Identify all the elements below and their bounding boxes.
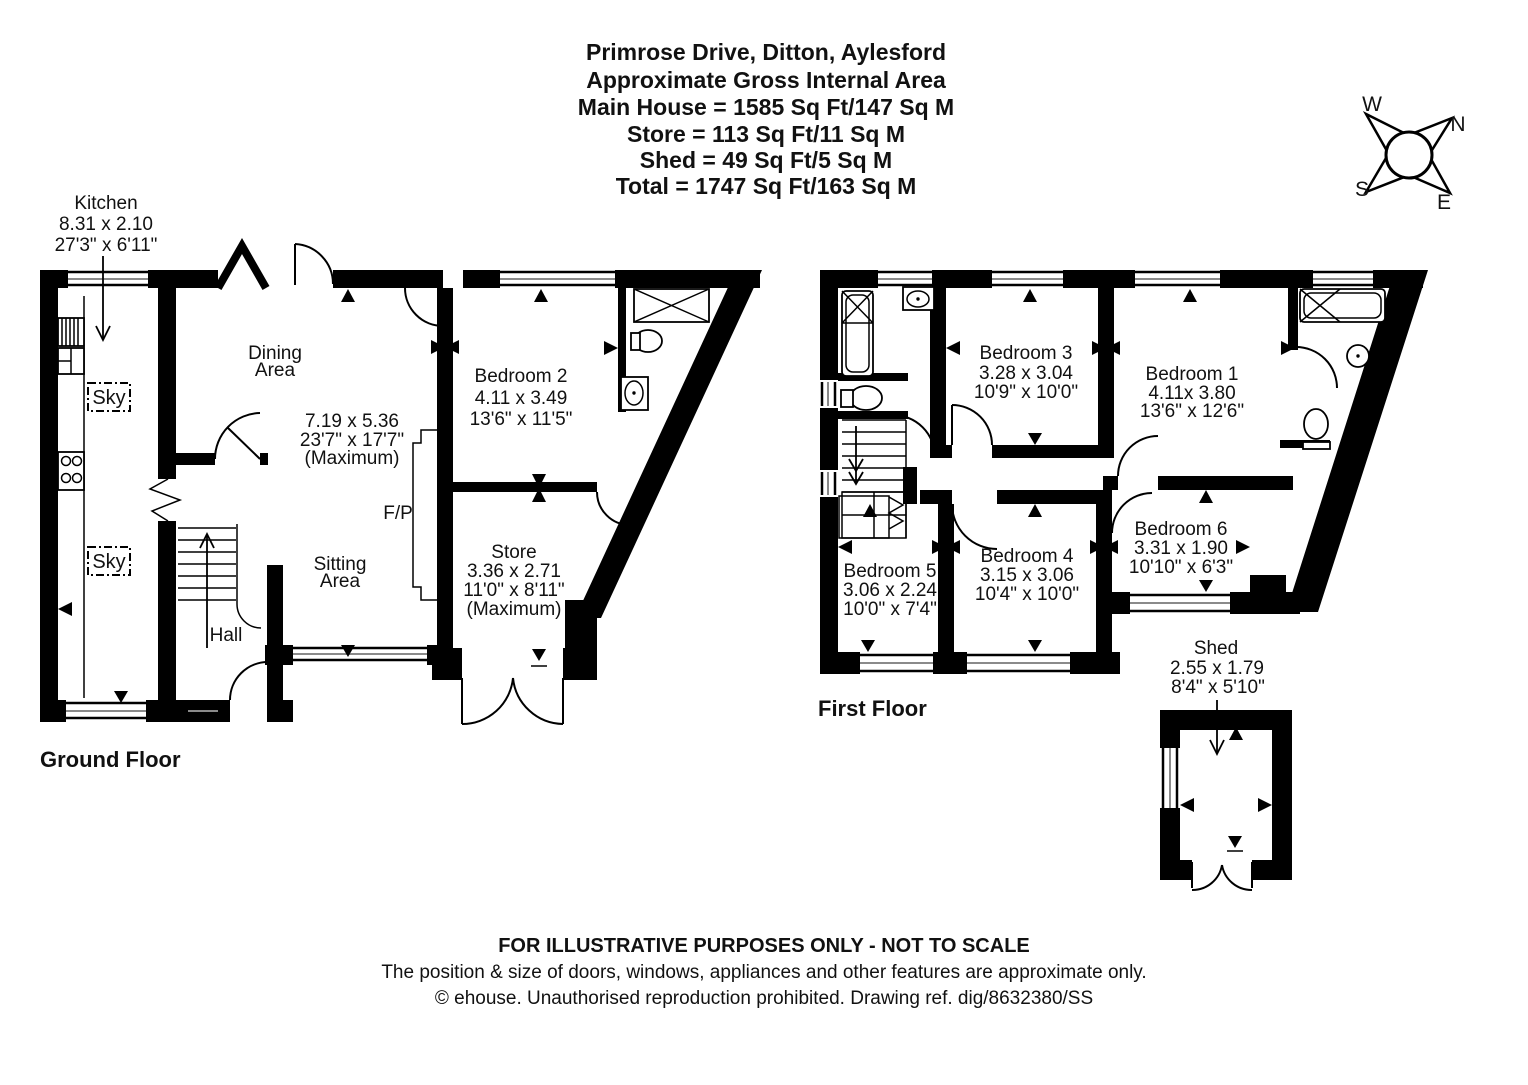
bedroom1-label: Bedroom 1 [1145,364,1239,385]
dining-area-label2: Area [254,360,296,381]
bedroom6-metric: 3.31 x 1.90 [1133,538,1229,559]
kitchen-imperial: 27'3" x 6'11" [54,235,158,256]
first-floor-stairs [842,420,906,538]
shed-labels [1170,638,1265,754]
arrow-marker [1028,640,1042,652]
store-imperial: 11'0" x 8'11" [463,580,565,601]
arrow-marker [1199,490,1213,503]
arrow-marker [861,640,875,652]
compass-circle [1386,132,1432,178]
bedroom6-imperial: 10'10" x 6'3" [1128,557,1234,578]
window-frame [66,272,615,718]
first-floor-title: First Floor [818,696,927,721]
title-address: Primrose Drive, Ditton, Aylesford [586,39,946,65]
toilet-cistern [841,390,853,407]
bedroom5-imperial: 10'0" x 7'4" [843,599,937,620]
arrow-marker [1258,798,1272,812]
toilet-icon [1304,409,1328,439]
compass-east-label: E [1436,191,1452,214]
compass-rose [1355,93,1466,214]
arrow-marker [1199,580,1213,592]
arrow-marker [532,649,546,661]
toilet-cistern [631,333,640,350]
footer-line3: © ehouse. Unauthorised reproduction prohibited. Drawing ref. dig/8632380/SS [434,988,1094,1009]
title-total-area: Total = 1747 Sq Ft/163 Sq M [615,173,917,199]
compass-south-label: S [1354,178,1370,201]
ground-measure-markers [58,289,618,703]
shed-metric: 2.55 x 1.79 [1169,658,1265,679]
arrow-marker [1236,540,1250,554]
front-door-arc [295,244,333,284]
shed-label: Shed [1193,638,1239,659]
ground-floor-plan [40,193,762,772]
bedroom2-metric: 4.11 x 3.49 [474,388,568,409]
fireplace-breast [413,430,437,600]
bedroom1-door-arc [1118,436,1158,476]
basin-drain [916,297,919,300]
kitchen-label: Kitchen [74,193,138,214]
store-metric: 3.36 x 2.71 [466,561,562,582]
porch-canopy [218,246,266,288]
wc-door-arc [893,415,935,457]
footer-line1: FOR ILLUSTRATIVE PURPOSES ONLY - NOT TO SCALE [498,935,1030,957]
bifold-door [889,497,903,529]
shed-plan [1160,638,1292,890]
compass-west-label: W [1362,93,1382,116]
store-label: Store [491,542,537,563]
bedroom4-imperial: 10'4" x 10'0" [974,584,1080,605]
bedroom2-label: Bedroom 2 [474,366,568,387]
toilet-base [1303,442,1330,449]
bedroom5-metric: 3.06 x 2.24 [842,580,938,601]
bath-icon [1300,289,1385,322]
bedroom4-metric: 3.15 x 3.06 [979,565,1075,586]
shed-imperial: 8'4" x 5'10" [1171,677,1265,698]
arrow-marker [58,602,72,616]
basin-drain [1356,354,1359,357]
store-qualifier: (Maximum) [466,599,562,620]
kitchen-fixtures [58,296,84,698]
dining-door-leaf [228,428,260,459]
shed-walls [1160,710,1292,880]
arrow-marker [604,341,618,355]
hall-label: Hall [209,625,243,646]
first-floor-plan [818,270,1428,721]
bedroom4-label: Bedroom 4 [980,546,1074,567]
sitting-area-label2: Area [319,571,361,592]
footer-line2: The position & size of doors, windows, appliances and other features are approximate only. [381,962,1147,983]
ensuite-door-arc [1296,347,1337,388]
bedroom3-door-arc [952,405,992,445]
window-glass-line [66,279,615,711]
reception-metric: 7.19 x 5.36 [304,411,400,432]
bedroom3-metric: 3.28 x 3.04 [978,363,1074,384]
arrow-marker [114,691,128,703]
arrow-marker [1180,798,1194,812]
bedroom5-label: Bedroom 5 [843,561,937,582]
ground-floor-windows [66,272,615,718]
arrow-marker [534,289,548,302]
store-double-door-arcs [462,678,563,724]
ground-floor-title: Ground Floor [40,747,181,772]
bedroom2-imperial: 13'6" x 11'5" [469,409,573,430]
bedroom1-imperial: 13'6" x 12'6" [1139,401,1245,422]
reception-qualifier: (Maximum) [304,448,400,469]
footer-disclaimer [381,935,1146,1009]
arrow-marker [863,504,877,517]
sitting-area-label: Sitting [313,554,367,575]
reception-imperial: 23'7" x 17'7" [299,430,405,451]
shed-measure-markers [1180,727,1272,851]
arrow-marker [1028,504,1042,517]
stair-treads [178,524,261,628]
arrow-marker [1183,289,1197,302]
dining-area-label: Dining [248,343,302,364]
fireplace-label: F/P [383,503,413,524]
skylight-label: Sky [92,551,126,573]
back-door-arc [230,662,268,700]
arrow-marker [341,289,355,302]
arrow-marker [341,645,355,657]
bathroom-fixtures [841,287,934,410]
arrow-marker [1228,836,1242,848]
shed-double-door-arcs [1192,865,1252,890]
bedroom3-label: Bedroom 3 [979,343,1073,364]
wall-break-zigzag [150,479,180,521]
title-store-area: Store = 113 Sq Ft/11 Sq M [626,121,906,147]
title-block [578,39,954,199]
basin-drain [632,391,635,394]
arrow-marker [946,341,960,355]
title-shed-area: Shed = 49 Sq Ft/5 Sq M [639,147,893,173]
bedroom1-metric: 4.11x 3.80 [1148,383,1236,404]
compass-north-label: N [1450,113,1466,136]
bedroom3-imperial: 10'9" x 10'0" [973,382,1079,403]
bedroom6-label: Bedroom 6 [1134,519,1228,540]
arrow-marker [1023,289,1037,302]
kitchen-metric: 8.31 x 2.10 [58,214,154,235]
arrow-marker [838,540,852,554]
title-subtitle: Approximate Gross Internal Area [586,67,946,93]
toilet-icon [850,386,882,410]
title-main-house-area: Main House = 1585 Sq Ft/147 Sq M [577,94,955,120]
arrow-marker [1028,433,1042,445]
skylight-label: Sky [92,387,126,409]
shed-window [1163,748,1177,808]
